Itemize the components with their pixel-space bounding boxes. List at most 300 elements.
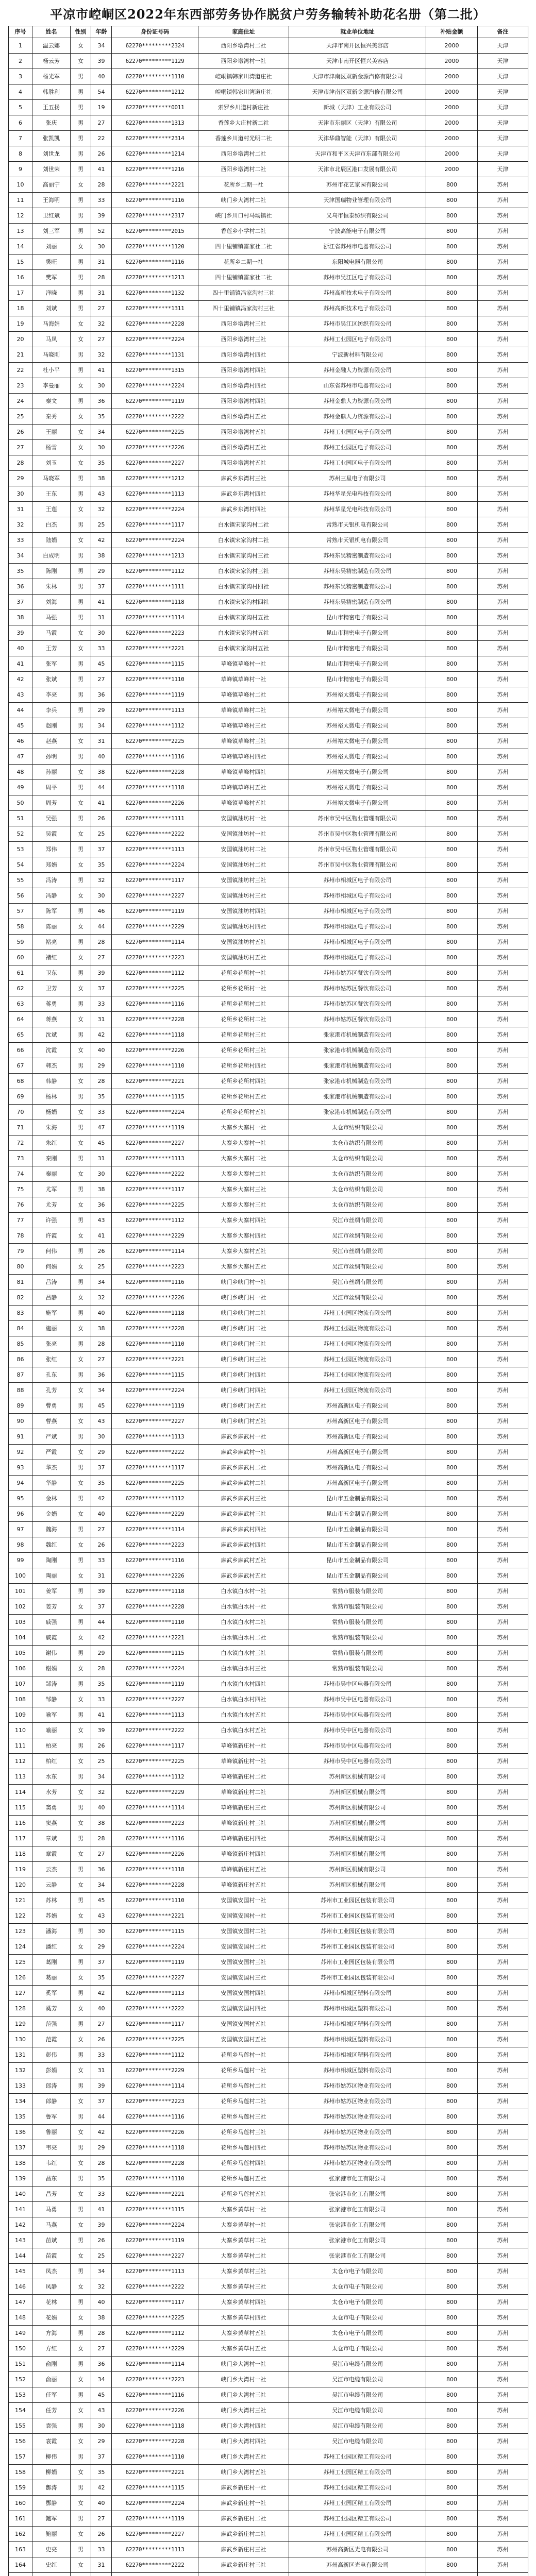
cell-age: 39 xyxy=(91,1584,112,1599)
cell-home-address: 安国镇油坊村二社 xyxy=(198,857,289,873)
cell-age: 31 xyxy=(91,1151,112,1166)
cell-subsidy-amount: 800 xyxy=(426,1553,478,1568)
cell-home-address: 麻武乡新庄村二社 xyxy=(198,2511,289,2527)
cell-index: 11 xyxy=(9,193,32,208)
cell-remarks: 苏州 xyxy=(478,703,528,718)
cell-gender: 男 xyxy=(71,579,91,595)
cell-id-number: 62270*********1112 xyxy=(112,1213,198,1228)
cell-id-number: 62270*********2229 xyxy=(112,2063,198,2078)
cell-subsidy-amount: 800 xyxy=(426,1506,478,1522)
cell-index: 109 xyxy=(9,1707,32,1723)
cell-remarks: 苏州 xyxy=(478,2480,528,2496)
cell-age: 38 xyxy=(91,1321,112,1336)
cell-employer-address: 太仓市电子有限公司 xyxy=(289,2295,426,2310)
cell-subsidy-amount: 800 xyxy=(426,177,478,193)
cell-remarks: 苏州 xyxy=(478,718,528,734)
cell-home-address: 峡门乡大湾村四社 xyxy=(198,2418,289,2434)
cell-age: 29 xyxy=(91,1646,112,1661)
cell-id-number: 62270*********1114 xyxy=(112,1800,198,1816)
cell-id-number: 62270*********1116 xyxy=(112,2387,198,2403)
roster-body xyxy=(9,38,528,2576)
cell-age: 33 xyxy=(91,193,112,208)
cell-subsidy-amount: 800 xyxy=(426,1321,478,1336)
cell-index: 141 xyxy=(9,2202,32,2217)
cell-gender: 男 xyxy=(71,1738,91,1754)
cell-gender: 女 xyxy=(71,1228,91,1244)
cell-employer-address: 苏州市花艺家园有限公司 xyxy=(289,177,426,193)
cell-index: 6 xyxy=(9,115,32,131)
cell-remarks: 苏州 xyxy=(478,2264,528,2279)
cell-index: 106 xyxy=(9,1661,32,1676)
cell-name: 赵刚 xyxy=(32,718,71,734)
cell-id-number: 62270*********1110 xyxy=(112,2449,198,2465)
cell-age: 29 xyxy=(91,2434,112,2449)
header-index: 序号 xyxy=(9,26,32,38)
cell-home-address: 西阳乡墩湾村三社 xyxy=(198,316,289,332)
cell-gender: 女 xyxy=(71,2434,91,2449)
cell-remarks: 苏州 xyxy=(478,347,528,363)
cell-name: 袁强 xyxy=(32,2418,71,2434)
cell-employer-address: 太仓市纺织有限公司 xyxy=(289,1136,426,1151)
cell-home-address: 西阳乡墩湾村二社 xyxy=(198,146,289,162)
cell-name: 刘三军 xyxy=(32,224,71,239)
cell-remarks: 苏州 xyxy=(478,1970,528,1986)
cell-age: 25 xyxy=(91,826,112,842)
cell-subsidy-amount: 800 xyxy=(426,1074,478,1089)
table-row xyxy=(9,2387,528,2403)
cell-remarks: 苏州 xyxy=(478,1630,528,1646)
cell-index: 117 xyxy=(9,1831,32,1846)
cell-id-number: 62270*********2224 xyxy=(112,332,198,347)
cell-home-address: 大寨乡黄草村三社 xyxy=(198,2279,289,2295)
table-row xyxy=(9,224,528,239)
cell-gender: 男 xyxy=(71,2078,91,2094)
cell-remarks: 苏州 xyxy=(478,255,528,270)
cell-name: 刘世龙 xyxy=(32,146,71,162)
cell-subsidy-amount: 800 xyxy=(426,1599,478,1615)
cell-age: 27 xyxy=(91,2016,112,2032)
cell-subsidy-amount: 800 xyxy=(426,1105,478,1120)
cell-id-number: 62270*********1113 xyxy=(112,2264,198,2279)
cell-name: 马晓刚 xyxy=(32,347,71,363)
cell-remarks: 苏州 xyxy=(478,2016,528,2032)
table-row xyxy=(9,2094,528,2109)
cell-subsidy-amount: 800 xyxy=(426,2264,478,2279)
cell-remarks: 苏州 xyxy=(478,2156,528,2171)
cell-id-number: 62270*********2226 xyxy=(112,2125,198,2140)
cell-name: 杨雪 xyxy=(32,440,71,455)
cell-employer-address: 苏州市工业园区包装有限公司 xyxy=(289,1908,426,1924)
cell-employer-address: 苏州工业园区电子有限公司 xyxy=(289,440,426,455)
cell-subsidy-amount: 800 xyxy=(426,1584,478,1599)
cell-employer-address: 昆山市五金制品有限公司 xyxy=(289,1522,426,1537)
table-row xyxy=(9,1924,528,1939)
cell-age: 47 xyxy=(91,1120,112,1136)
cell-subsidy-amount: 800 xyxy=(426,455,478,471)
cell-gender: 女 xyxy=(71,2094,91,2109)
cell-name: 张凯凯 xyxy=(32,131,71,146)
cell-index: 113 xyxy=(9,1769,32,1785)
cell-remarks: 苏州 xyxy=(478,1831,528,1846)
cell-subsidy-amount: 800 xyxy=(426,780,478,795)
table-row xyxy=(9,2140,528,2156)
cell-home-address: 白水镇宋家沟村四社 xyxy=(198,595,289,610)
cell-subsidy-amount: 800 xyxy=(426,2217,478,2233)
cell-age: 30 xyxy=(91,888,112,904)
cell-age: 38 xyxy=(91,1182,112,1197)
cell-remarks: 苏州 xyxy=(478,1707,528,1723)
cell-index: 16 xyxy=(9,270,32,285)
cell-id-number: 62270*********2227 xyxy=(112,1136,198,1151)
table-row xyxy=(9,842,528,857)
cell-home-address: 峡门乡峡门村四社 xyxy=(198,1383,289,1398)
cell-home-address: 西阳乡墩湾村四社 xyxy=(198,347,289,363)
cell-employer-address: 太仓市电子有限公司 xyxy=(289,2341,426,2357)
cell-gender: 男 xyxy=(71,687,91,703)
cell-subsidy-amount: 800 xyxy=(426,734,478,749)
table-row xyxy=(9,564,528,579)
cell-age: 31 xyxy=(91,255,112,270)
cell-index: 163 xyxy=(9,2542,32,2557)
cell-subsidy-amount: 800 xyxy=(426,1924,478,1939)
cell-name: 水芳 xyxy=(32,1785,71,1800)
cell-gender: 女 xyxy=(71,2187,91,2202)
cell-age: 28 xyxy=(91,1336,112,1352)
cell-employer-address: 张家港市化工有限公司 xyxy=(289,2171,426,2187)
cell-subsidy-amount: 800 xyxy=(426,1089,478,1105)
table-row xyxy=(9,1939,528,1955)
cell-subsidy-amount: 800 xyxy=(426,1862,478,1877)
cell-age: 31 xyxy=(91,2557,112,2573)
cell-id-number: 62270*********2225 xyxy=(112,2032,198,2047)
cell-name: 白杰 xyxy=(32,517,71,533)
cell-home-address: 白水镇宋家沟村五社 xyxy=(198,641,289,656)
cell-subsidy-amount xyxy=(426,2573,478,2576)
cell-remarks: 苏州 xyxy=(478,2125,528,2140)
cell-home-address: 白水镇白水村一社 xyxy=(198,1599,289,1615)
cell-id-number: 62270*********1118 xyxy=(112,2418,198,2434)
cell-home-address: 花所乡马莲村五社 xyxy=(198,2187,289,2202)
cell-subsidy-amount: 800 xyxy=(426,1367,478,1383)
cell-employer-address: 太仓市纺织有限公司 xyxy=(289,1182,426,1197)
table-row xyxy=(9,965,528,981)
cell-subsidy-amount: 800 xyxy=(426,1120,478,1136)
cell-id-number: 62270*********1212 xyxy=(112,471,198,486)
cell-name: 魏红 xyxy=(32,1537,71,1553)
cell-index: 82 xyxy=(9,1290,32,1306)
cell-index: 92 xyxy=(9,1445,32,1460)
cell-home-address: 西阳乡墩湾村二社 xyxy=(198,38,289,54)
cell-subsidy-amount: 800 xyxy=(426,2233,478,2248)
cell-home-address: 草峰镇新庄村二社 xyxy=(198,1785,289,1800)
cell-home-address: 西阳乡墩湾村五社 xyxy=(198,425,289,440)
cell-home-address: 麻武乡麻武村一社 xyxy=(198,1429,289,1445)
cell-name: 韦亮 xyxy=(32,2140,71,2156)
cell-age: 30 xyxy=(91,1429,112,1445)
cell-id-number: 62270*********2015 xyxy=(112,224,198,239)
cell-index: 63 xyxy=(9,996,32,1012)
cell-id-number: 62270*********1112 xyxy=(112,2047,198,2063)
cell-id-number: 62270*********1313 xyxy=(112,115,198,131)
cell-age: 41 xyxy=(91,1228,112,1244)
cell-name: 俞丽 xyxy=(32,2372,71,2387)
cell-subsidy-amount: 800 xyxy=(426,1383,478,1398)
cell-index: 65 xyxy=(9,1027,32,1043)
cell-employer-address: 张家港市机械制造有限公司 xyxy=(289,1043,426,1058)
cell-name: 水东 xyxy=(32,1769,71,1785)
cell-index: 78 xyxy=(9,1228,32,1244)
cell-name: 马晓军 xyxy=(32,471,71,486)
cell-index: 104 xyxy=(9,1630,32,1646)
cell-gender: 男 xyxy=(71,1646,91,1661)
cell-index: 50 xyxy=(9,795,32,811)
cell-id-number: 62270*********2229 xyxy=(112,1228,198,1244)
cell-index: 4 xyxy=(9,84,32,100)
cell-employer-address: 昆山市五金制品有限公司 xyxy=(289,1537,426,1553)
cell-remarks: 苏州 xyxy=(478,1383,528,1398)
cell-employer-address: 昆山市精密电子有限公司 xyxy=(289,641,426,656)
cell-home-address: 安国镇安国村二社 xyxy=(198,1939,289,1955)
cell-home-address: 大寨乡黄草村一社 xyxy=(198,2202,289,2217)
cell-gender: 男 xyxy=(71,1151,91,1166)
cell-index: 35 xyxy=(9,564,32,579)
cell-name: 樊军 xyxy=(32,270,71,285)
cell-subsidy-amount: 800 xyxy=(426,2001,478,2016)
table-row xyxy=(9,239,528,255)
cell-age: 31 xyxy=(91,285,112,301)
cell-id-number: 62270*********2221 xyxy=(112,177,198,193)
cell-gender: 女 xyxy=(71,1661,91,1676)
cell-employer-address: 昆山市五金制品有限公司 xyxy=(289,1491,426,1506)
table-row xyxy=(9,1290,528,1306)
cell-index: 46 xyxy=(9,734,32,749)
cell-subsidy-amount: 800 xyxy=(426,2248,478,2264)
cell-gender: 女 xyxy=(71,1692,91,1707)
cell-id-number: 62270*********1110 xyxy=(112,2171,198,2187)
cell-remarks: 苏州 xyxy=(478,1027,528,1043)
cell-home-address: 麻武乡新庄村一社 xyxy=(198,2496,289,2511)
cell-home-address: 安国镇油坊村一社 xyxy=(198,826,289,842)
table-row xyxy=(9,100,528,115)
table-row xyxy=(9,2403,528,2418)
table-row xyxy=(9,1136,528,1151)
cell-home-address: 大寨乡大寨村一社 xyxy=(198,1136,289,1151)
table-row xyxy=(9,1476,528,1491)
cell-home-address: 安国镇安国村一社 xyxy=(198,1908,289,1924)
cell-remarks: 苏州 xyxy=(478,2557,528,2573)
cell-age: 26 xyxy=(91,2032,112,2047)
cell-id-number: 62270*********2224 xyxy=(112,1939,198,1955)
cell-index: 30 xyxy=(9,486,32,502)
cell-remarks: 苏州 xyxy=(478,1491,528,1506)
cell-home-address: 安国镇安国村三社 xyxy=(198,1955,289,1970)
cell-id-number: 62270*********2314 xyxy=(112,131,198,146)
table-row xyxy=(9,641,528,656)
cell-home-address: 草峰镇新庄村一社 xyxy=(198,1738,289,1754)
cell-gender: 女 xyxy=(71,888,91,904)
cell-home-address: 大寨乡大寨村二社 xyxy=(198,1166,289,1182)
cell-home-address: 草峰镇草峰村一社 xyxy=(198,656,289,672)
cell-subsidy-amount: 800 xyxy=(426,2511,478,2527)
cell-employer-address: 苏州工业园区物流有限公司 xyxy=(289,1306,426,1321)
cell-remarks: 苏州 xyxy=(478,1800,528,1816)
table-row xyxy=(9,1908,528,1924)
cell-index: 47 xyxy=(9,749,32,765)
cell-employer-address: 苏州新区机械有限公司 xyxy=(289,1816,426,1831)
cell-name xyxy=(32,2573,71,2576)
cell-name: 姜军 xyxy=(32,1584,71,1599)
cell-gender: 男 xyxy=(71,471,91,486)
cell-gender: 男 xyxy=(71,224,91,239)
cell-id-number: 62270*********1110 xyxy=(112,1058,198,1074)
cell-age: 46 xyxy=(91,904,112,919)
cell-subsidy-amount: 800 xyxy=(426,1846,478,1862)
cell-home-address: 崆峒镇韩家川湾道庄社 xyxy=(198,69,289,84)
cell-home-address: 白水镇宋家沟村二社 xyxy=(198,533,289,548)
cell-remarks: 天津 xyxy=(478,146,528,162)
table-row xyxy=(9,857,528,873)
cell-index: 137 xyxy=(9,2140,32,2156)
cell-age: 40 xyxy=(91,2001,112,2016)
cell-home-address: 安国镇安国村一社 xyxy=(198,1893,289,1908)
cell-employer-address: 苏州金融人力资源有限公司 xyxy=(289,363,426,378)
cell-name: 史红 xyxy=(32,2557,71,2573)
cell-gender: 女 xyxy=(71,2496,91,2511)
cell-name: 葛刚 xyxy=(32,1955,71,1970)
cell-id-number: 62270*********2221 xyxy=(112,1352,198,1367)
cell-age: 28 xyxy=(91,2326,112,2341)
cell-subsidy-amount: 800 xyxy=(426,1197,478,1213)
cell-age: 41 xyxy=(91,595,112,610)
cell-id-number: 62270*********2224 xyxy=(112,533,198,548)
table-row xyxy=(9,826,528,842)
cell-remarks: 苏州 xyxy=(478,2047,528,2063)
cell-index: 79 xyxy=(9,1244,32,1259)
cell-name: 郎静 xyxy=(32,2094,71,2109)
cell-home-address: 峡门乡川口村马场镇社 xyxy=(198,208,289,224)
cell-name: 吴强 xyxy=(32,811,71,826)
cell-index: 18 xyxy=(9,301,32,316)
cell-remarks: 苏州 xyxy=(478,749,528,765)
cell-remarks: 苏州 xyxy=(478,394,528,409)
cell-subsidy-amount: 800 xyxy=(426,1352,478,1367)
header-id-number: 身份证号码 xyxy=(112,26,198,38)
cell-home-address: 花所乡马莲村四社 xyxy=(198,2140,289,2156)
cell-name: 金林 xyxy=(32,1491,71,1506)
cell-age: 38 xyxy=(91,471,112,486)
cell-subsidy-amount: 800 xyxy=(426,981,478,996)
cell-home-address: 麻武乡新庄村三社 xyxy=(198,2557,289,2573)
header-employer-address: 就业单位地址 xyxy=(289,26,426,38)
cell-name: 许强 xyxy=(32,1213,71,1228)
cell-name: 褚红 xyxy=(32,950,71,965)
cell-name: 苗霞 xyxy=(32,2248,71,2264)
cell-index: 121 xyxy=(9,1893,32,1908)
cell-index: 150 xyxy=(9,2341,32,2357)
cell-home-address: 西阳乡墩湾村五社 xyxy=(198,409,289,425)
table-row xyxy=(9,1676,528,1692)
cell-age: 37 xyxy=(91,2449,112,2465)
cell-id-number: 62270*********1110 xyxy=(112,672,198,687)
cell-age: 31 xyxy=(91,2063,112,2078)
cell-id-number: 62270*********2223 xyxy=(112,1816,198,1831)
cell-id-number: 62270*********2224 xyxy=(112,1105,198,1120)
cell-home-address: 峡门乡峡门村三社 xyxy=(198,1352,289,1367)
cell-subsidy-amount: 800 xyxy=(426,363,478,378)
cell-employer-address: 苏州新区机械有限公司 xyxy=(289,1877,426,1893)
cell-index: 86 xyxy=(9,1352,32,1367)
cell-index: 142 xyxy=(9,2217,32,2233)
cell-gender: 男 xyxy=(71,2480,91,2496)
cell-remarks: 苏州 xyxy=(478,610,528,625)
cell-id-number: 62270*********1113 xyxy=(112,1986,198,2001)
cell-home-address: 峡门乡峡门村三社 xyxy=(198,1336,289,1352)
cell-gender: 女 xyxy=(71,1754,91,1769)
cell-employer-address: 苏州裕太微电子有限公司 xyxy=(289,703,426,718)
cell-subsidy-amount: 800 xyxy=(426,440,478,455)
cell-age: 33 xyxy=(91,1105,112,1120)
cell-age: 27 xyxy=(91,332,112,347)
cell-gender: 男 xyxy=(71,1429,91,1445)
cell-employer-address: 苏州市姑苏区物业有限公司 xyxy=(289,2140,426,2156)
table-row xyxy=(9,471,528,486)
cell-index: 123 xyxy=(9,1924,32,1939)
cell-age: 29 xyxy=(91,564,112,579)
cell-name: 陶刚 xyxy=(32,1553,71,1568)
cell-remarks: 苏州 xyxy=(478,1352,528,1367)
cell-id-number: 62270*********1132 xyxy=(112,285,198,301)
table-row xyxy=(9,193,528,208)
cell-name: 花娟 xyxy=(32,2310,71,2326)
cell-employer-address: 苏州市相城区电子有限公司 xyxy=(289,935,426,950)
cell-name: 王东 xyxy=(32,486,71,502)
table-row xyxy=(9,1213,528,1228)
cell-id-number: 62270*********1116 xyxy=(112,1831,198,1846)
cell-subsidy-amount: 800 xyxy=(426,564,478,579)
cell-id-number: 62270*********2229 xyxy=(112,1506,198,1522)
cell-subsidy-amount: 800 xyxy=(426,2094,478,2109)
cell-remarks: 苏州 xyxy=(478,625,528,641)
header-home-address: 家庭住址 xyxy=(198,26,289,38)
cell-subsidy-amount: 800 xyxy=(426,1275,478,1290)
cell-home-address: 大寨乡大寨村五社 xyxy=(198,1244,289,1259)
cell-id-number: 62270*********2224 xyxy=(112,1661,198,1676)
cell-name: 冯静 xyxy=(32,888,71,904)
cell-name: 陈军 xyxy=(32,904,71,919)
cell-index: 44 xyxy=(9,703,32,718)
cell-employer-address: 天津市津南区双新金源汽修有限公司 xyxy=(289,84,426,100)
table-row xyxy=(9,981,528,996)
table-row xyxy=(9,1877,528,1893)
cell-home-address: 西阳乡墩湾村五社 xyxy=(198,440,289,455)
cell-index: 51 xyxy=(9,811,32,826)
cell-age: 35 xyxy=(91,1676,112,1692)
cell-index: 94 xyxy=(9,1476,32,1491)
cell-subsidy-amount: 800 xyxy=(426,1816,478,1831)
roster-title: 平凉市崆峒区2022年东西部劳务协作脱贫户劳务输转补助花名册（第二批） xyxy=(50,7,486,22)
cell-employer-address: 苏州市姑苏区物业有限公司 xyxy=(289,2109,426,2125)
cell-employer-address: 张家港市化工有限公司 xyxy=(289,2248,426,2264)
cell-home-address: 西阳乡墩湾村五社 xyxy=(198,455,289,471)
cell-age: 39 xyxy=(91,208,112,224)
cell-name: 蒋勇 xyxy=(32,996,71,1012)
table-row xyxy=(9,1275,528,1290)
cell-employer-address: 太仓市电子有限公司 xyxy=(289,2264,426,2279)
header-remarks: 备注 xyxy=(478,26,528,38)
cell-employer-address: 苏州市吴中区物业管理有限公司 xyxy=(289,857,426,873)
cell-id-number: 62270*********1212 xyxy=(112,84,198,100)
cell-gender: 男 xyxy=(71,1955,91,1970)
